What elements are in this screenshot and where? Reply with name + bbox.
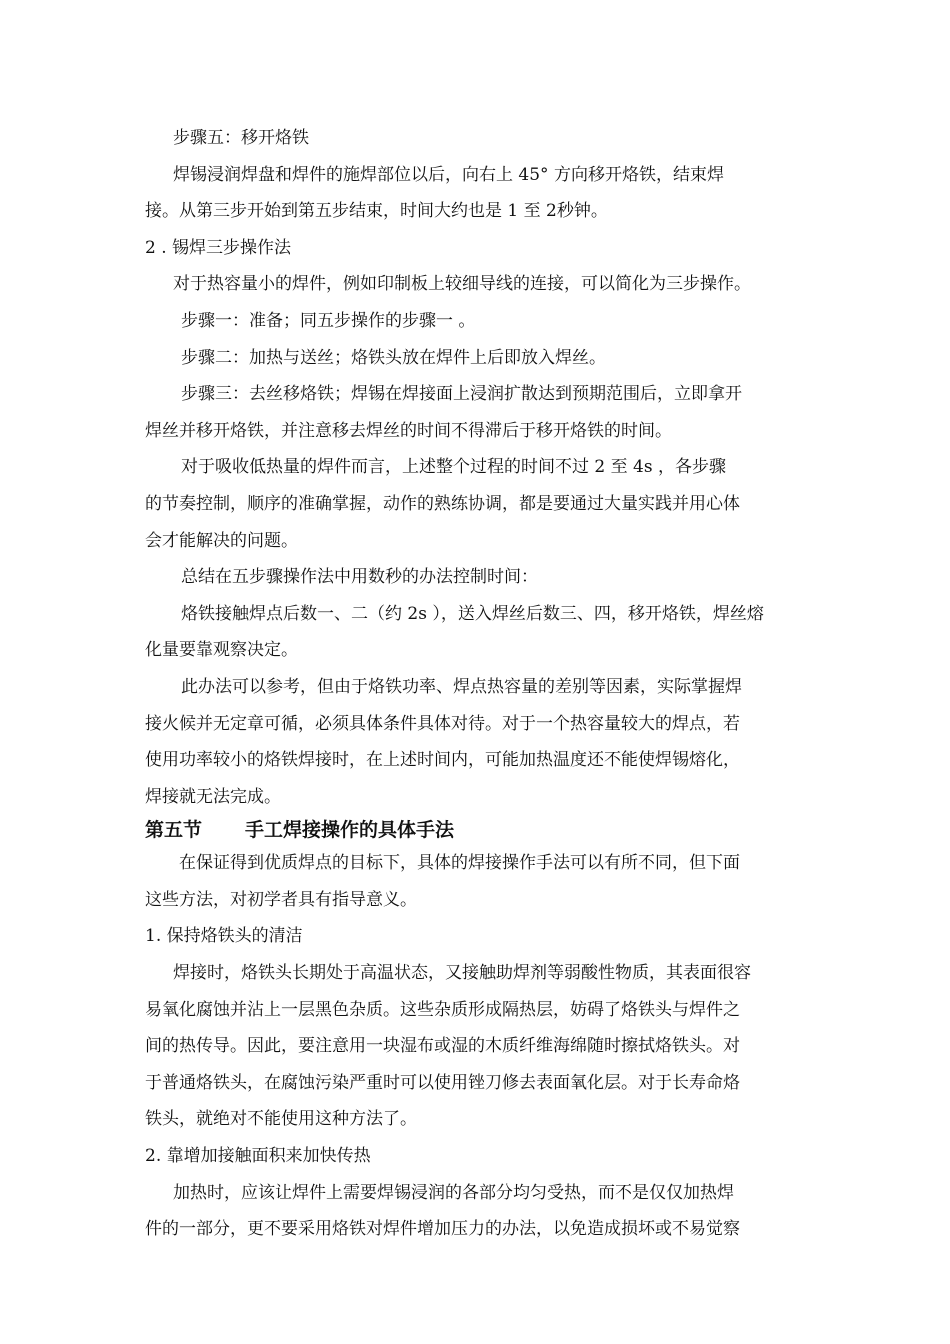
paragraph-line: 对于热容量小的焊件，例如印制板上较细导线的连接，可以简化为三步操作。 — [173, 274, 751, 295]
step2-line: 步骤二：加热与送丝；烙铁头放在焊件上后即放入焊丝。 — [181, 347, 606, 368]
paragraph-line: 化量要靠观察决定。 — [145, 640, 298, 661]
step1-line: 步骤一：准备；同五步操作的步骤一 。 — [181, 310, 476, 331]
paragraph-line: 使用功率较小的烙铁焊接时，在上述时间内，可能加热温度还不能使焊锡熔化， — [145, 750, 740, 771]
document-page — [145, 120, 810, 1248]
paragraph-line: 焊锡浸润焊盘和焊件的施焊部位以后，向右上 45° 方向移开烙铁，结束焊 — [173, 164, 724, 185]
paragraph-line: 接。从第三步开始到第五步结束，时间大约也是 1 至 2秒钟。 — [145, 201, 608, 222]
section-heading — [145, 815, 810, 845]
paragraph-line: 此办法可以参考，但由于烙铁功率、焊点热容量的差别等因素，实际掌握焊 — [181, 676, 742, 697]
paragraph-line: 焊接就无法完成。 — [145, 786, 281, 807]
paragraph-line: 焊接时，烙铁头长期处于高温状态，又接触助焊剂等弱酸性物质，其表面很容 — [173, 963, 751, 984]
paragraph-line: 铁头，就绝对不能使用这种方法了。 — [145, 1109, 417, 1130]
subsection-title: 2 . 锡焊三步操作法 — [145, 237, 292, 258]
section-title: 手工焊接操作的具体手法 — [245, 819, 455, 842]
step5-title: 步骤五：移开烙铁 — [173, 128, 309, 148]
paragraph-line: 接火候并无定章可循，必须具体条件具体对待。对于一个热容量较大的焊点，若 — [145, 713, 740, 734]
paragraph-line: 的节奏控制，顺序的准确掌握，动作的熟练协调，都是要通过大量实践并用心体 — [145, 493, 740, 514]
subsection-title: 1. 保持烙铁头的清洁 — [145, 926, 303, 947]
section-number: 第五节 — [145, 819, 203, 842]
paragraph-line: 于普通烙铁头，在腐蚀污染严重时可以使用锉刀修去表面氧化层。对于长寿命烙 — [145, 1072, 740, 1093]
paragraph-line: 这些方法，对初学者具有指导意义。 — [145, 889, 417, 910]
paragraph-line: 件的一部分，更不要采用烙铁对焊件增加压力的办法，以免造成损坏或不易觉察 — [145, 1219, 740, 1240]
paragraph-line: 烙铁接触焊点后数一、二（约 2s ），送入焊丝后数三、四，移开烙铁，焊丝熔 — [181, 603, 764, 624]
paragraph-line: 加热时，应该让焊件上需要焊锡浸润的各部分均匀受热，而不是仅仅加热焊 — [173, 1182, 734, 1203]
step3-line: 步骤三：去丝移烙铁；焊锡在焊接面上浸润扩散达到预期范围后，立即拿开 — [181, 384, 742, 405]
paragraph-line: 在保证得到优质焊点的目标下，具体的焊接操作手法可以有所不同，但下面 — [179, 853, 740, 874]
paragraph-line: 间的热传导。因此，要注意用一块湿布或湿的木质纤维海绵随时擦拭烙铁头。对 — [145, 1036, 740, 1057]
paragraph-line: 总结在五步骤操作法中用数秒的办法控制时间： — [181, 567, 538, 588]
paragraph-line: 焊丝并移开烙铁，并注意移去焊丝的时间不得滞后于移开烙铁的时间。 — [145, 420, 672, 441]
paragraph-line: 对于吸收低热量的焊件而言，上述整个过程的时间不过 2 至 4s ，各步骤 — [181, 457, 726, 478]
paragraph-line: 会才能解决的问题。 — [145, 530, 298, 551]
paragraph-line: 易氧化腐蚀并沾上一层黑色杂质。这些杂质形成隔热层，妨碍了烙铁头与焊件之 — [145, 999, 740, 1020]
subsection-title: 2. 靠增加接触面积来加快传热 — [145, 1146, 371, 1167]
